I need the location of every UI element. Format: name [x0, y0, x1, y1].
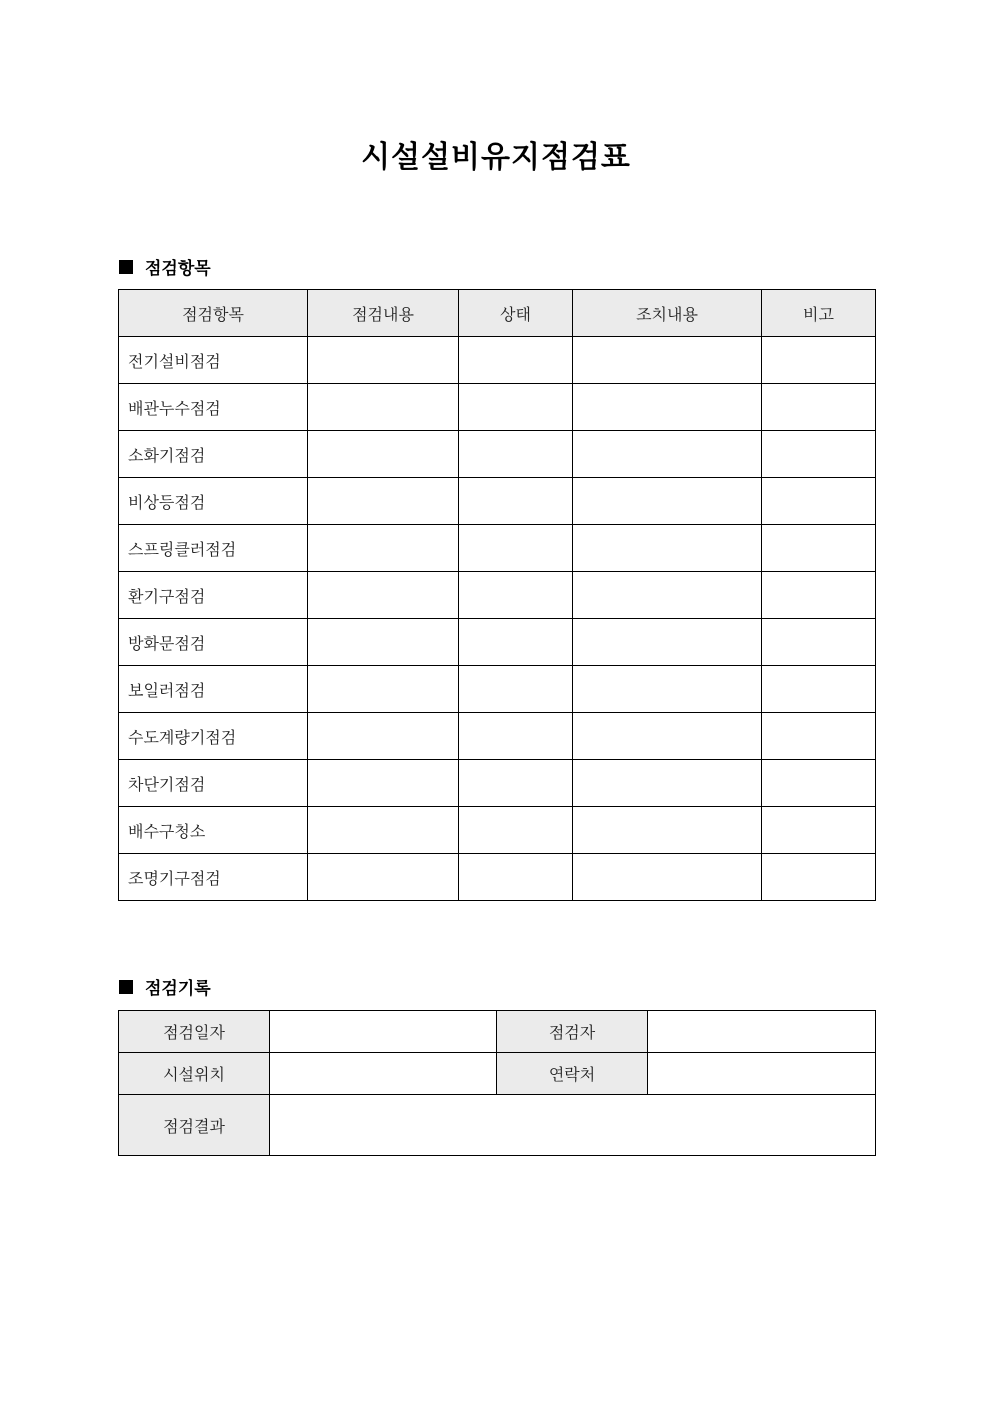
item-label: 소화기점검	[119, 431, 308, 478]
item-label: 차단기점검	[119, 760, 308, 807]
content-cell[interactable]	[308, 807, 459, 854]
note-cell[interactable]	[762, 854, 876, 901]
item-label: 수도계량기점검	[119, 713, 308, 760]
section-heading-items	[119, 254, 211, 279]
note-cell[interactable]	[762, 713, 876, 760]
content-cell[interactable]	[308, 525, 459, 572]
action-cell[interactable]	[573, 760, 762, 807]
column-header: 점검내용	[308, 290, 459, 337]
column-header: 비고	[762, 290, 876, 337]
action-cell[interactable]	[573, 478, 762, 525]
status-cell[interactable]	[459, 384, 573, 431]
table-row	[119, 525, 876, 572]
action-cell[interactable]	[573, 525, 762, 572]
table-row	[119, 854, 876, 901]
status-cell[interactable]	[459, 854, 573, 901]
column-header: 점검항목	[119, 290, 308, 337]
status-cell[interactable]	[459, 619, 573, 666]
location-field[interactable]	[270, 1053, 497, 1095]
table-row	[119, 478, 876, 525]
table-row	[119, 1053, 876, 1095]
table-row	[119, 760, 876, 807]
section-heading-label: 점검기록	[145, 979, 211, 999]
status-cell[interactable]	[459, 431, 573, 478]
status-cell[interactable]	[459, 666, 573, 713]
result-field[interactable]	[270, 1095, 876, 1156]
item-label: 보일러점검	[119, 666, 308, 713]
content-cell[interactable]	[308, 713, 459, 760]
table-row	[119, 572, 876, 619]
note-cell[interactable]	[762, 807, 876, 854]
table-row	[119, 666, 876, 713]
action-cell[interactable]	[573, 619, 762, 666]
date-label: 점검일자	[119, 1011, 270, 1053]
table-row	[119, 619, 876, 666]
column-header: 상태	[459, 290, 573, 337]
column-header: 조치내용	[573, 290, 762, 337]
table-row	[119, 1011, 876, 1053]
action-cell[interactable]	[573, 337, 762, 384]
location-label: 시설위치	[119, 1053, 270, 1095]
page-title: 시설설비유지점검표	[361, 140, 631, 175]
status-cell[interactable]	[459, 572, 573, 619]
content-cell[interactable]	[308, 431, 459, 478]
note-cell[interactable]	[762, 760, 876, 807]
table-row	[119, 384, 876, 431]
content-cell[interactable]	[308, 666, 459, 713]
square-bullet-icon	[119, 980, 133, 994]
note-cell[interactable]	[762, 525, 876, 572]
item-label: 방화문점검	[119, 619, 308, 666]
note-cell[interactable]	[762, 431, 876, 478]
table-row	[119, 713, 876, 760]
status-cell[interactable]	[459, 807, 573, 854]
section-heading-record	[119, 974, 211, 999]
status-cell[interactable]	[459, 760, 573, 807]
status-cell[interactable]	[459, 713, 573, 760]
item-label: 배수구청소	[119, 807, 308, 854]
status-cell[interactable]	[459, 337, 573, 384]
inspection-items-table	[118, 289, 876, 901]
item-label: 조명기구점검	[119, 854, 308, 901]
content-cell[interactable]	[308, 337, 459, 384]
contact-label: 연락처	[497, 1053, 648, 1095]
note-cell[interactable]	[762, 384, 876, 431]
action-cell[interactable]	[573, 572, 762, 619]
result-label: 점검결과	[119, 1095, 270, 1156]
content-cell[interactable]	[308, 478, 459, 525]
inspector-label: 점검자	[497, 1011, 648, 1053]
status-cell[interactable]	[459, 478, 573, 525]
content-cell[interactable]	[308, 854, 459, 901]
action-cell[interactable]	[573, 713, 762, 760]
action-cell[interactable]	[573, 807, 762, 854]
item-label: 전기설비점검	[119, 337, 308, 384]
square-bullet-icon	[119, 260, 133, 274]
note-cell[interactable]	[762, 337, 876, 384]
section-heading-label: 점검항목	[145, 259, 211, 279]
content-cell[interactable]	[308, 760, 459, 807]
table-row	[119, 337, 876, 384]
note-cell[interactable]	[762, 619, 876, 666]
inspector-field[interactable]	[648, 1011, 876, 1053]
action-cell[interactable]	[573, 854, 762, 901]
table-header-row	[119, 290, 876, 337]
action-cell[interactable]	[573, 431, 762, 478]
content-cell[interactable]	[308, 619, 459, 666]
table-row	[119, 807, 876, 854]
content-cell[interactable]	[308, 572, 459, 619]
content-cell[interactable]	[308, 384, 459, 431]
item-label: 배관누수점검	[119, 384, 308, 431]
contact-field[interactable]	[648, 1053, 876, 1095]
action-cell[interactable]	[573, 384, 762, 431]
item-label: 환기구점검	[119, 572, 308, 619]
table-row	[119, 1095, 876, 1156]
note-cell[interactable]	[762, 478, 876, 525]
inspection-record-table	[118, 1010, 876, 1156]
table-row	[119, 431, 876, 478]
status-cell[interactable]	[459, 525, 573, 572]
date-field[interactable]	[270, 1011, 497, 1053]
note-cell[interactable]	[762, 666, 876, 713]
item-label: 스프링클러점검	[119, 525, 308, 572]
note-cell[interactable]	[762, 572, 876, 619]
action-cell[interactable]	[573, 666, 762, 713]
item-label: 비상등점검	[119, 478, 308, 525]
